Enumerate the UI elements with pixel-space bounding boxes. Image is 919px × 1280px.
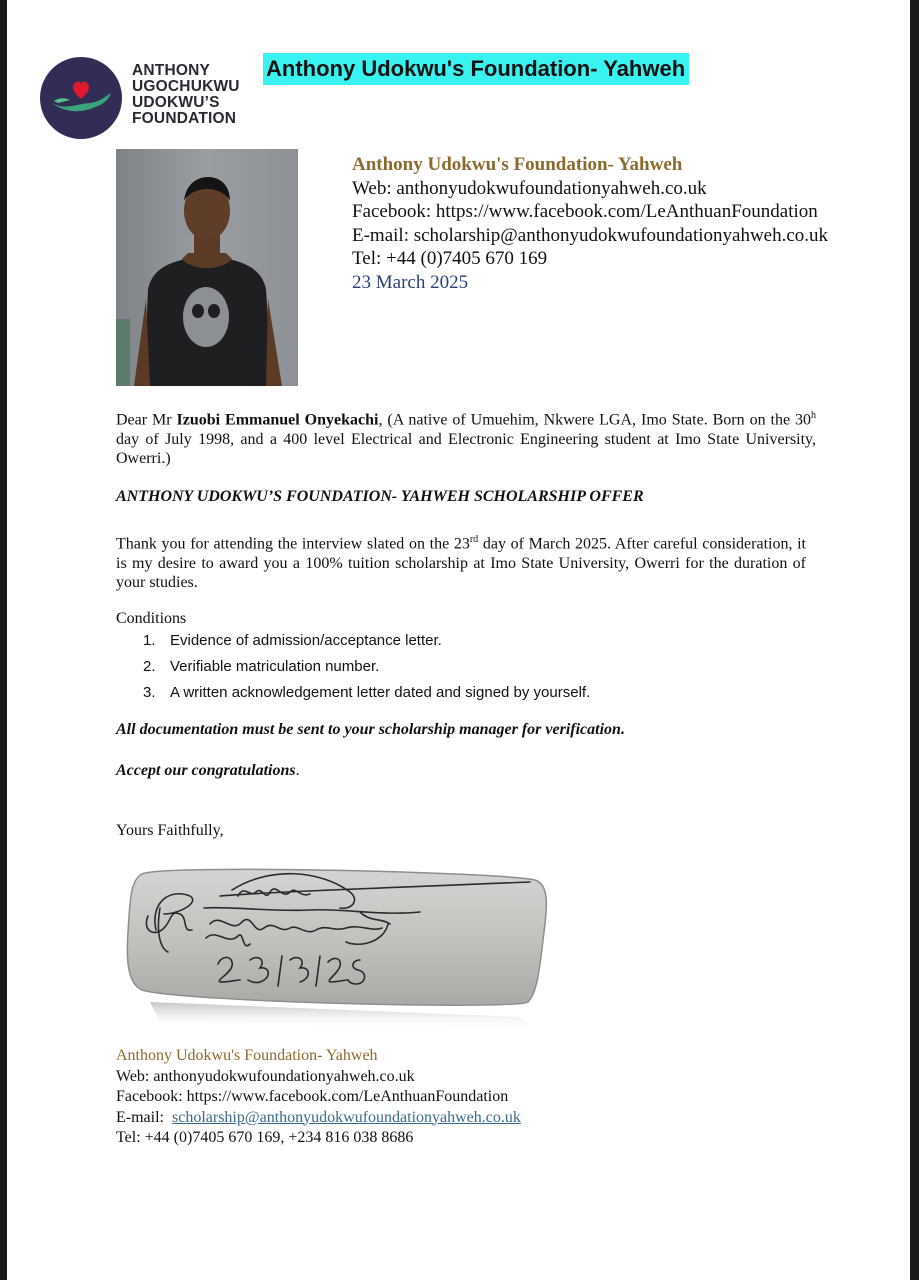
conditions-heading: Conditions (116, 610, 187, 627)
congratulations-punct: . (295, 762, 300, 779)
portrait-photo (116, 149, 298, 386)
logo-line: FOUNDATION (132, 110, 237, 127)
footer-tel: Tel: +44 (0)7405 670 169, +234 816 038 8686 (116, 1129, 414, 1146)
list-text: Verifiable matriculation number. (170, 658, 380, 675)
logo-line: UDOKWU’S (132, 94, 220, 111)
letterhead-contact (352, 153, 828, 294)
email-link[interactable]: scholarship@anthonyudokwufoundationyahweh.co.uk (171, 1108, 521, 1126)
list-number: 1. (143, 632, 156, 649)
recipient-name: Izuobi Emmanuel Onyekachi (176, 411, 379, 429)
list-number: 2. (143, 658, 156, 675)
closing-line: Yours Faithfully, (116, 822, 224, 839)
facebook-line: Facebook: https://www.facebook.com/LeAnthuanFoundation (352, 201, 818, 222)
footer-web: Web: anthonyudokwufoundationyahweh.co.uk (116, 1067, 415, 1085)
letter-date: 23 March 2025 (352, 271, 469, 293)
congratulations-text: Accept our congratulations (116, 762, 296, 779)
tel-line: Tel: +44 (0)7405 670 169 (352, 248, 548, 269)
footer-email-label: E-mail: (116, 1108, 164, 1126)
salutation-text: day of July 1998, and a 400 level Electrical and Electronic Engineering student at Imo State University, Owerri.) (116, 430, 816, 468)
list-text: A written acknowledgement letter dated and signed by yourself. (170, 684, 591, 701)
documentation-note: All documentation must be sent to your scholarship manager for verification. (116, 721, 625, 738)
list-item (143, 683, 590, 709)
congratulations-line (116, 762, 300, 780)
footer-contact (116, 1046, 521, 1149)
signature-image (120, 852, 550, 1032)
logo-line: ANTHONY (132, 62, 211, 79)
title-banner: Anthony Udokwu's Foundation- Yahweh (263, 53, 689, 85)
web-line: Web: anthonyudokwufoundationyahweh.co.uk (352, 177, 707, 199)
ordinal-suffix: rd (469, 534, 479, 545)
foundation-name: Anthony Udokwu's Foundation- Yahweh (352, 154, 683, 175)
conditions-list (143, 631, 590, 709)
foundation-logo (40, 57, 122, 139)
body-text: Thank you for attending the interview slated on the 23 (116, 535, 470, 553)
salutation-prefix: Dear Mr (116, 411, 177, 429)
salutation-text: , (A native of Umuehim, Nkwere LGA, Imo State. Born on the 30 (378, 411, 812, 429)
list-text: Evidence of admission/acceptance letter. (170, 632, 442, 649)
offer-heading: ANTHONY UDOKWU’S FOUNDATION- YAHWEH SCHOLARSHIP OFFER (116, 488, 644, 505)
logo-wordmark (132, 63, 240, 127)
heart-in-hand-icon (40, 57, 122, 139)
list-number: 3. (143, 684, 156, 701)
body-text: day of March 2025. After careful consideration, it is my desire to award you a 100% tuition scholarship at Imo State University, Owerri for the duration of your studies. (116, 535, 807, 592)
list-item (143, 657, 590, 683)
left-border (0, 0, 7, 1280)
ordinal-suffix: h (811, 410, 817, 421)
footer-email (116, 1108, 521, 1129)
logo-line: UGOCHUKWU (132, 78, 240, 95)
footer-foundation-name: Anthony Udokwu's Foundation- Yahweh (116, 1047, 378, 1064)
body-paragraph (116, 530, 806, 593)
email-line: E-mail: scholarship@anthonyudokwufoundationyahweh.co.uk (352, 224, 829, 246)
salutation-paragraph (116, 406, 816, 469)
right-border (910, 0, 919, 1280)
footer-facebook: Facebook: https://www.facebook.com/LeAnthuanFoundation (116, 1088, 509, 1105)
list-item (143, 631, 590, 657)
